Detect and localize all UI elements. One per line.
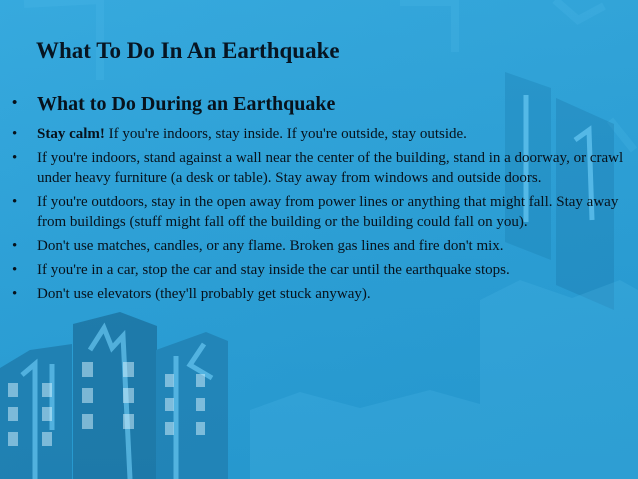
list-item [10, 260, 632, 280]
item-text: Don't use matches, candles, or any flame. Broken gas lines and fire don't mix. [37, 238, 504, 254]
bullet-marker-icon: • [12, 262, 18, 278]
item-text: If you're indoors, stay inside. If you're outside, stay outside. [104, 126, 467, 142]
list-item [10, 284, 632, 304]
bullet-list [10, 92, 632, 308]
list-item [10, 148, 632, 188]
bullet-marker-icon: • [12, 150, 18, 166]
bullet-marker-icon: • [12, 238, 18, 254]
bullet-marker-icon: • [12, 126, 18, 142]
list-item [10, 124, 632, 144]
heading-text: What to Do During an Earthquake [37, 93, 336, 115]
item-text: If you're in a car, stop the car and stay inside the car until the earthquake stops. [37, 262, 510, 278]
item-lead-text: Stay calm! [37, 126, 105, 142]
bullet-marker-icon: • [12, 95, 18, 111]
bullet-marker-icon: • [12, 194, 18, 210]
list-item [10, 192, 632, 232]
list-item [10, 236, 632, 256]
slide-title: What To Do In An Earthquake [36, 38, 340, 63]
item-text: Don't use elevators (they'll probably get stuck anyway). [37, 286, 371, 302]
section-heading [10, 92, 632, 116]
item-text: If you're indoors, stand against a wall near the center of the building, stand in a doorway, or crawl under heavy furniture (a desk or table). Stay away from windows and outside doors. [37, 150, 624, 186]
bullet-marker-icon: • [12, 286, 18, 302]
item-text: If you're outdoors, stay in the open away from power lines or anything that might fall. Stay away from buildings (stuff might fall off the building or the building could fall on you). [37, 194, 619, 230]
